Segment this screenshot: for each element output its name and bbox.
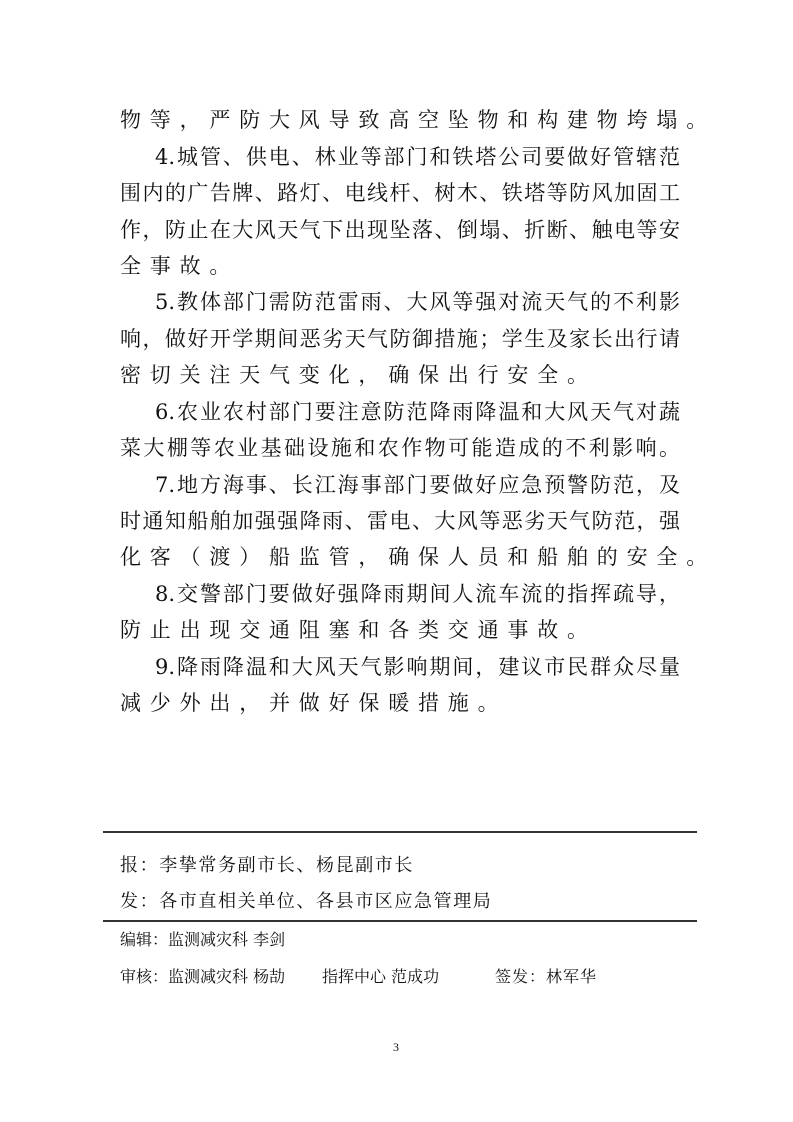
body-line: 8.交警部门要做好强降雨期间人流车流的指挥疏导，: [155, 582, 680, 606]
body-line: 物等，严防大风导致高空坠物和构建物垮塌。: [120, 108, 716, 132]
body-line: 围内的广告牌、路灯、电线杆、树木、铁塔等防风加固工: [120, 181, 680, 205]
issuer: 签发：林军华: [495, 967, 598, 986]
reviewer: 审核：监测减灾科 杨劼: [120, 967, 286, 986]
send-to: 发：各市直相关单位、各县市区应急管理局: [120, 891, 493, 912]
body-line: 5.教体部门需防范雷雨、大风等强对流天气的不利影: [155, 290, 680, 314]
body-line: 6.农业农村部门要注意防范降雨降温和大风天气对蔬: [155, 400, 680, 424]
body-line: 4.城管、供电、林业等部门和铁塔公司要做好管辖范: [155, 145, 680, 169]
page-number: 3: [393, 1040, 399, 1054]
report-to: 报：李挚常务副市长、杨昆副市长: [120, 855, 414, 876]
body-line: 响，做好开学期间恶劣天气防御措施；学生及家长出行请: [120, 327, 680, 351]
command-center: 指挥中心 范成功: [322, 967, 440, 986]
body-line: 作，防止在大风天气下出现坠落、倒塌、折断、触电等安: [120, 218, 680, 242]
body-line: 时通知船舶加强强降雨、雷电、大风等恶劣天气防范，强: [120, 509, 680, 533]
body-line: 7.地方海事、长江海事部门要做好应急预警防范，及: [155, 473, 680, 497]
body-line: 防止出现交通阻塞和各类交通事故。: [120, 618, 597, 642]
body-line: 菜大棚等农业基础设施和农作物可能造成的不利影响。: [120, 436, 680, 460]
footer-top-rule: [103, 831, 697, 833]
editor: 编辑：监测减灾科 李剑: [120, 930, 286, 949]
body-line: 减少外出，并做好保暖措施。: [120, 691, 508, 715]
body-line: 9.降雨降温和大风天气影响期间，建议市民群众尽量: [155, 655, 680, 679]
body-line: 化客（渡）船监管，确保人员和船舶的安全。: [120, 545, 716, 569]
footer-mid-rule: [103, 920, 697, 922]
body-line: 密切关注天气变化，确保出行安全。: [120, 363, 597, 387]
body-line: 全事故。: [120, 254, 240, 278]
